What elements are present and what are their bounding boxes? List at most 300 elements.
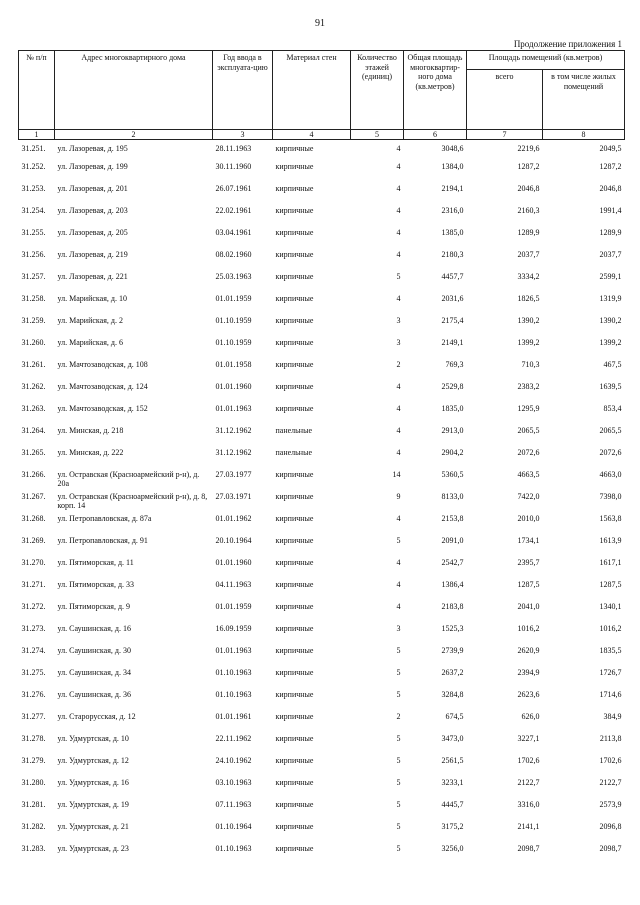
row-number: 31.283. — [21, 844, 46, 853]
living-area-cell: 2122,7 — [599, 778, 622, 787]
table-row — [19, 426, 625, 448]
row-number: 31.253. — [21, 184, 46, 193]
row-number: 31.282. — [21, 822, 46, 831]
premises-area-cell: 2141,1 — [517, 822, 540, 831]
address-cell: ул. Мачтозаводская, д. 108 — [57, 360, 148, 369]
material-cell: кирпичные — [275, 668, 314, 677]
premises-area-cell: 2160,3 — [517, 206, 540, 215]
table-row — [19, 668, 625, 690]
total-area-cell: 2542,7 — [441, 558, 464, 567]
material-cell: кирпичные — [275, 558, 314, 567]
premises-area-cell: 2046,8 — [517, 184, 540, 193]
total-area-cell: 3175,2 — [441, 822, 464, 831]
row-number: 31.257. — [21, 272, 46, 281]
address-cell: ул. Пятиморская, д. 9 — [57, 602, 131, 611]
table-row — [19, 580, 625, 602]
premises-area-cell: 2098,7 — [517, 844, 540, 853]
total-area-cell: 3233,1 — [441, 778, 464, 787]
material-cell: кирпичные — [275, 602, 314, 611]
year-cell: 24.10.1962 — [215, 756, 252, 765]
address-cell: ул. Саушинская, д. 34 — [57, 668, 131, 677]
table-row — [19, 844, 625, 866]
floors-cell: 4 — [396, 514, 401, 523]
table-row — [19, 228, 625, 250]
address-cell: ул. Удмуртская, д. 21 — [57, 822, 129, 831]
floors-cell: 4 — [396, 144, 401, 153]
floors-cell: 3 — [396, 624, 401, 633]
table-row — [19, 316, 625, 338]
row-number: 31.273. — [21, 624, 46, 633]
living-area-cell: 1639,5 — [599, 382, 622, 391]
living-area-cell: 1991,4 — [599, 206, 622, 215]
address-cell: ул. Лазоревая, д. 203 — [57, 206, 128, 215]
address-cell: ул. Мачтозаводская, д. 152 — [57, 404, 148, 413]
premises-area-cell: 1734,1 — [517, 536, 540, 545]
floors-cell: 2 — [396, 360, 401, 369]
address-cell: ул. Лазоревая, д. 201 — [57, 184, 128, 193]
address-cell: ул. Удмуртская, д. 12 — [57, 756, 129, 765]
row-number: 31.268. — [21, 514, 46, 523]
row-number: 31.260. — [21, 338, 46, 347]
material-cell: кирпичные — [275, 382, 314, 391]
row-number: 31.271. — [21, 580, 46, 589]
year-cell: 01.10.1964 — [215, 822, 252, 831]
floors-cell: 5 — [396, 844, 401, 853]
header-num: № п/п — [19, 51, 55, 130]
living-area-cell: 1289,9 — [599, 228, 622, 237]
premises-area-cell: 4663,5 — [517, 470, 540, 479]
column-number: 3 — [213, 130, 273, 140]
column-number: 1 — [19, 130, 55, 140]
living-area-cell: 2599,1 — [599, 272, 622, 281]
row-number: 31.281. — [21, 800, 46, 809]
premises-area-cell: 1702,6 — [517, 756, 540, 765]
material-cell: кирпичные — [275, 162, 314, 171]
premises-area-cell: 2065,5 — [517, 426, 540, 435]
floors-cell: 5 — [396, 668, 401, 677]
table-row — [19, 778, 625, 800]
living-area-cell: 1287,5 — [599, 580, 622, 589]
total-area-cell: 2194,1 — [441, 184, 464, 193]
living-area-cell: 2049,5 — [599, 144, 622, 153]
table-row — [19, 382, 625, 404]
row-number: 31.278. — [21, 734, 46, 743]
table-row — [19, 206, 625, 228]
column-number: 4 — [273, 130, 351, 140]
table-row — [19, 536, 625, 558]
floors-cell: 5 — [396, 800, 401, 809]
header-year: Год ввода в эксплуата-цию — [213, 51, 273, 130]
floors-cell: 4 — [396, 602, 401, 611]
table-row — [19, 558, 625, 580]
premises-area-cell: 1289,9 — [517, 228, 540, 237]
material-cell: кирпичные — [275, 338, 314, 347]
total-area-cell: 3048,6 — [441, 144, 464, 153]
address-cell: ул. Остравская (Красноармейский р-н), д. 20а — [57, 470, 200, 488]
living-area-cell: 2037,7 — [599, 250, 622, 259]
premises-area-cell: 2623,6 — [517, 690, 540, 699]
floors-cell: 5 — [396, 272, 401, 281]
living-area-cell: 2098,7 — [599, 844, 622, 853]
living-area-cell: 2046,8 — [599, 184, 622, 193]
row-number: 31.261. — [21, 360, 46, 369]
premises-area-cell: 2395,7 — [517, 558, 540, 567]
year-cell: 31.12.1962 — [215, 448, 252, 457]
living-area-cell: 1702,6 — [599, 756, 622, 765]
premises-area-cell: 710,3 — [521, 360, 540, 369]
table-row — [19, 250, 625, 272]
table-row — [19, 624, 625, 646]
living-area-cell: 1714,6 — [599, 690, 622, 699]
table-row — [19, 492, 625, 514]
row-number: 31.259. — [21, 316, 46, 325]
living-area-cell: 2065,5 — [599, 426, 622, 435]
floors-cell: 4 — [396, 162, 401, 171]
total-area-cell: 2904,2 — [441, 448, 464, 457]
address-cell: ул. Саушинская, д. 30 — [57, 646, 131, 655]
year-cell: 16.09.1959 — [215, 624, 252, 633]
material-cell: кирпичные — [275, 778, 314, 787]
total-area-cell: 2153,8 — [441, 514, 464, 523]
year-cell: 30.11.1960 — [215, 162, 252, 171]
floors-cell: 4 — [396, 558, 401, 567]
header-premises-area: Площадь помещений (кв.метров) — [467, 51, 625, 70]
year-cell: 22.11.1962 — [215, 734, 252, 743]
column-number: 7 — [467, 130, 543, 140]
material-cell: кирпичные — [275, 492, 314, 501]
floors-cell: 5 — [396, 734, 401, 743]
row-number: 31.272. — [21, 602, 46, 611]
floors-cell: 4 — [396, 580, 401, 589]
material-cell: кирпичные — [275, 734, 314, 743]
table-row — [19, 756, 625, 778]
floors-cell: 4 — [396, 184, 401, 193]
table-row — [19, 470, 625, 492]
total-area-cell: 2031,6 — [441, 294, 464, 303]
material-cell: кирпичные — [275, 712, 314, 721]
premises-area-cell: 1287,5 — [517, 580, 540, 589]
address-cell: ул. Старорусская, д. 12 — [57, 712, 136, 721]
floors-cell: 3 — [396, 338, 401, 347]
year-cell: 28.11.1963 — [215, 144, 252, 153]
material-cell: панельные — [275, 448, 313, 457]
table-row — [19, 646, 625, 668]
total-area-cell: 2739,9 — [441, 646, 464, 655]
table-row — [19, 338, 625, 360]
living-area-cell: 2096,8 — [599, 822, 622, 831]
living-area-cell: 7398,0 — [599, 492, 622, 501]
continuation-note: Продолжение приложения 1 — [513, 39, 622, 49]
address-cell: ул. Марийская, д. 6 — [57, 338, 123, 347]
living-area-cell: 2113,8 — [599, 734, 622, 743]
floors-cell: 5 — [396, 690, 401, 699]
living-area-cell: 1399,2 — [599, 338, 622, 347]
year-cell: 01.10.1963 — [215, 690, 252, 699]
living-area-cell: 4663,0 — [599, 470, 622, 479]
address-cell: ул. Остравская (Красноармейский р-н), д. 8, корп. 14 — [57, 492, 208, 510]
total-area-cell: 1835,0 — [441, 404, 464, 413]
row-number: 31.270. — [21, 558, 46, 567]
total-area-cell: 2316,0 — [441, 206, 464, 215]
premises-area-cell: 626,0 — [521, 712, 540, 721]
table-row — [19, 140, 625, 163]
living-area-cell: 1287,2 — [599, 162, 622, 171]
housing-table — [18, 50, 624, 866]
total-area-cell: 2183,8 — [441, 602, 464, 611]
floors-cell: 4 — [396, 404, 401, 413]
total-area-cell: 4457,7 — [441, 272, 464, 281]
row-number: 31.267. — [21, 492, 46, 501]
floors-cell: 4 — [396, 448, 401, 457]
total-area-cell: 3473,0 — [441, 734, 464, 743]
material-cell: кирпичные — [275, 844, 314, 853]
total-area-cell: 1386,4 — [441, 580, 464, 589]
address-cell: ул. Пятиморская, д. 33 — [57, 580, 135, 589]
row-number: 31.269. — [21, 536, 46, 545]
address-cell: ул. Лазоревая, д. 221 — [57, 272, 128, 281]
table-row — [19, 734, 625, 756]
living-area-cell: 1835,5 — [599, 646, 622, 655]
floors-cell: 9 — [396, 492, 401, 501]
premises-area-cell: 1826,5 — [517, 294, 540, 303]
row-number: 31.263. — [21, 404, 46, 413]
column-number: 5 — [351, 130, 404, 140]
year-cell: 01.01.1963 — [215, 646, 252, 655]
material-cell: кирпичные — [275, 360, 314, 369]
premises-area-cell: 2383,2 — [517, 382, 540, 391]
material-cell: кирпичные — [275, 756, 314, 765]
column-number: 2 — [55, 130, 213, 140]
living-area-cell: 1726,7 — [599, 668, 622, 677]
year-cell: 01.01.1960 — [215, 558, 252, 567]
material-cell: кирпичные — [275, 470, 314, 479]
header-floors: Количество этажей (единиц) — [351, 51, 404, 130]
address-cell: ул. Саушинская, д. 36 — [57, 690, 131, 699]
address-cell: ул. Лазоревая, д. 205 — [57, 228, 128, 237]
header-premises-living: в том числе жилых помещений — [543, 70, 625, 130]
premises-area-cell: 7422,0 — [517, 492, 540, 501]
address-cell: ул. Удмуртская, д. 10 — [57, 734, 129, 743]
header-address: Адрес многоквартирного дома — [55, 51, 213, 130]
premises-area-cell: 2072,6 — [517, 448, 540, 457]
premises-area-cell: 2394,9 — [517, 668, 540, 677]
premises-area-cell: 1390,2 — [517, 316, 540, 325]
table-row — [19, 514, 625, 536]
year-cell: 01.01.1961 — [215, 712, 252, 721]
table-row — [19, 800, 625, 822]
table-row — [19, 404, 625, 426]
total-area-cell: 2529,8 — [441, 382, 464, 391]
floors-cell: 4 — [396, 294, 401, 303]
total-area-cell: 3256,0 — [441, 844, 464, 853]
address-cell: ул. Минская, д. 218 — [57, 426, 124, 435]
living-area-cell: 1563,8 — [599, 514, 622, 523]
address-cell: ул. Удмуртская, д. 16 — [57, 778, 129, 787]
floors-cell: 4 — [396, 250, 401, 259]
living-area-cell: 1016,2 — [599, 624, 622, 633]
row-number: 31.275. — [21, 668, 46, 677]
premises-area-cell: 3316,0 — [517, 800, 540, 809]
year-cell: 01.10.1959 — [215, 316, 252, 325]
address-cell: ул. Петропавловская, д. 91 — [57, 536, 148, 545]
total-area-cell: 769,3 — [445, 360, 464, 369]
year-cell: 01.01.1962 — [215, 514, 252, 523]
table-row — [19, 712, 625, 734]
year-cell: 01.10.1963 — [215, 844, 252, 853]
premises-area-cell: 1287,2 — [517, 162, 540, 171]
table-row — [19, 360, 625, 382]
year-cell: 03.10.1963 — [215, 778, 252, 787]
total-area-cell: 3284,8 — [441, 690, 464, 699]
premises-area-cell: 3334,2 — [517, 272, 540, 281]
row-number: 31.262. — [21, 382, 46, 391]
header-premises-total: всего — [467, 70, 543, 130]
living-area-cell: 467,5 — [603, 360, 622, 369]
row-number: 31.251. — [21, 144, 46, 153]
material-cell: кирпичные — [275, 316, 314, 325]
floors-cell: 14 — [392, 470, 401, 479]
address-cell: ул. Минская, д. 222 — [57, 448, 124, 457]
row-number: 31.274. — [21, 646, 46, 655]
living-area-cell: 2072,6 — [599, 448, 622, 457]
total-area-cell: 8133,0 — [441, 492, 464, 501]
table-row — [19, 448, 625, 470]
year-cell: 01.01.1958 — [215, 360, 252, 369]
premises-area-cell: 2041,0 — [517, 602, 540, 611]
living-area-cell: 1613,9 — [599, 536, 622, 545]
row-number: 31.277. — [21, 712, 46, 721]
material-cell: кирпичные — [275, 822, 314, 831]
total-area-cell: 2149,1 — [441, 338, 464, 347]
row-number: 31.280. — [21, 778, 46, 787]
material-cell: кирпичные — [275, 294, 314, 303]
row-number: 31.256. — [21, 250, 46, 259]
row-number: 31.264. — [21, 426, 46, 435]
floors-cell: 4 — [396, 382, 401, 391]
floors-cell: 5 — [396, 756, 401, 765]
premises-area-cell: 3227,1 — [517, 734, 540, 743]
row-number: 31.258. — [21, 294, 46, 303]
total-area-cell: 4445,7 — [441, 800, 464, 809]
material-cell: кирпичные — [275, 536, 314, 545]
floors-cell: 5 — [396, 822, 401, 831]
total-area-cell: 674,5 — [445, 712, 464, 721]
table-row — [19, 602, 625, 624]
table-row — [19, 272, 625, 294]
floors-cell: 5 — [396, 536, 401, 545]
year-cell: 03.04.1961 — [215, 228, 252, 237]
address-cell: ул. Петропавловская, д. 87а — [57, 514, 152, 523]
floors-cell: 4 — [396, 228, 401, 237]
row-number: 31.265. — [21, 448, 46, 457]
row-number: 31.266. — [21, 470, 46, 479]
year-cell: 01.10.1959 — [215, 338, 252, 347]
year-cell: 27.03.1971 — [215, 492, 252, 501]
total-area-cell: 2180,3 — [441, 250, 464, 259]
year-cell: 27.03.1977 — [215, 470, 252, 479]
material-cell: панельные — [275, 426, 313, 435]
premises-area-cell: 1016,2 — [517, 624, 540, 633]
year-cell: 08.02.1960 — [215, 250, 252, 259]
address-cell: ул. Удмуртская, д. 19 — [57, 800, 129, 809]
year-cell: 25.03.1963 — [215, 272, 252, 281]
material-cell: кирпичные — [275, 404, 314, 413]
premises-area-cell: 2122,7 — [517, 778, 540, 787]
address-cell: ул. Пятиморская, д. 11 — [57, 558, 134, 567]
floors-cell: 4 — [396, 426, 401, 435]
total-area-cell: 2091,0 — [441, 536, 464, 545]
year-cell: 20.10.1964 — [215, 536, 252, 545]
year-cell: 01.01.1960 — [215, 382, 252, 391]
floors-cell: 3 — [396, 316, 401, 325]
premises-area-cell: 2010,0 — [517, 514, 540, 523]
table-row — [19, 690, 625, 712]
year-cell: 04.11.1963 — [215, 580, 252, 589]
address-cell: ул. Удмуртская, д. 23 — [57, 844, 129, 853]
page-number: 91 — [315, 18, 325, 29]
address-cell: ул. Лазоревая, д. 199 — [57, 162, 128, 171]
material-cell: кирпичные — [275, 272, 314, 281]
living-area-cell: 1340,1 — [599, 602, 622, 611]
row-number: 31.279. — [21, 756, 46, 765]
address-cell: ул. Марийская, д. 10 — [57, 294, 127, 303]
year-cell: 01.01.1963 — [215, 404, 252, 413]
year-cell: 01.10.1963 — [215, 668, 252, 677]
total-area-cell: 1385,0 — [441, 228, 464, 237]
material-cell: кирпичные — [275, 690, 314, 699]
premises-area-cell: 2219,6 — [517, 144, 540, 153]
material-cell: кирпичные — [275, 228, 314, 237]
total-area-cell: 1384,0 — [441, 162, 464, 171]
premises-area-cell: 2620,9 — [517, 646, 540, 655]
living-area-cell: 1319,9 — [599, 294, 622, 303]
address-cell: ул. Мачтозаводская, д. 124 — [57, 382, 148, 391]
floors-cell: 2 — [396, 712, 401, 721]
address-cell: ул. Марийская, д. 2 — [57, 316, 123, 325]
table-row — [19, 822, 625, 844]
premises-area-cell: 1399,2 — [517, 338, 540, 347]
material-cell: кирпичные — [275, 250, 314, 259]
material-cell: кирпичные — [275, 800, 314, 809]
floors-cell: 5 — [396, 646, 401, 655]
column-number: 6 — [404, 130, 467, 140]
header-total-area: Общая площадь многоквартир-ного дома (кв.метров) — [404, 51, 467, 130]
premises-area-cell: 1295,9 — [517, 404, 540, 413]
total-area-cell: 5360,5 — [441, 470, 464, 479]
total-area-cell: 2561,5 — [441, 756, 464, 765]
material-cell: кирпичные — [275, 206, 314, 215]
column-number: 8 — [543, 130, 625, 140]
material-cell: кирпичные — [275, 646, 314, 655]
year-cell: 31.12.1962 — [215, 426, 252, 435]
living-area-cell: 1390,2 — [599, 316, 622, 325]
table-row — [19, 162, 625, 184]
table-body — [19, 140, 625, 867]
premises-area-cell: 2037,7 — [517, 250, 540, 259]
living-area-cell: 2573,9 — [599, 800, 622, 809]
living-area-cell: 384,9 — [603, 712, 622, 721]
material-cell: кирпичные — [275, 144, 314, 153]
material-cell: кирпичные — [275, 580, 314, 589]
total-area-cell: 2913,0 — [441, 426, 464, 435]
floors-cell: 4 — [396, 206, 401, 215]
row-number: 31.276. — [21, 690, 46, 699]
table-row — [19, 184, 625, 206]
total-area-cell: 2175,4 — [441, 316, 464, 325]
living-area-cell: 1617,1 — [599, 558, 622, 567]
row-number: 31.255. — [21, 228, 46, 237]
row-number: 31.254. — [21, 206, 46, 215]
